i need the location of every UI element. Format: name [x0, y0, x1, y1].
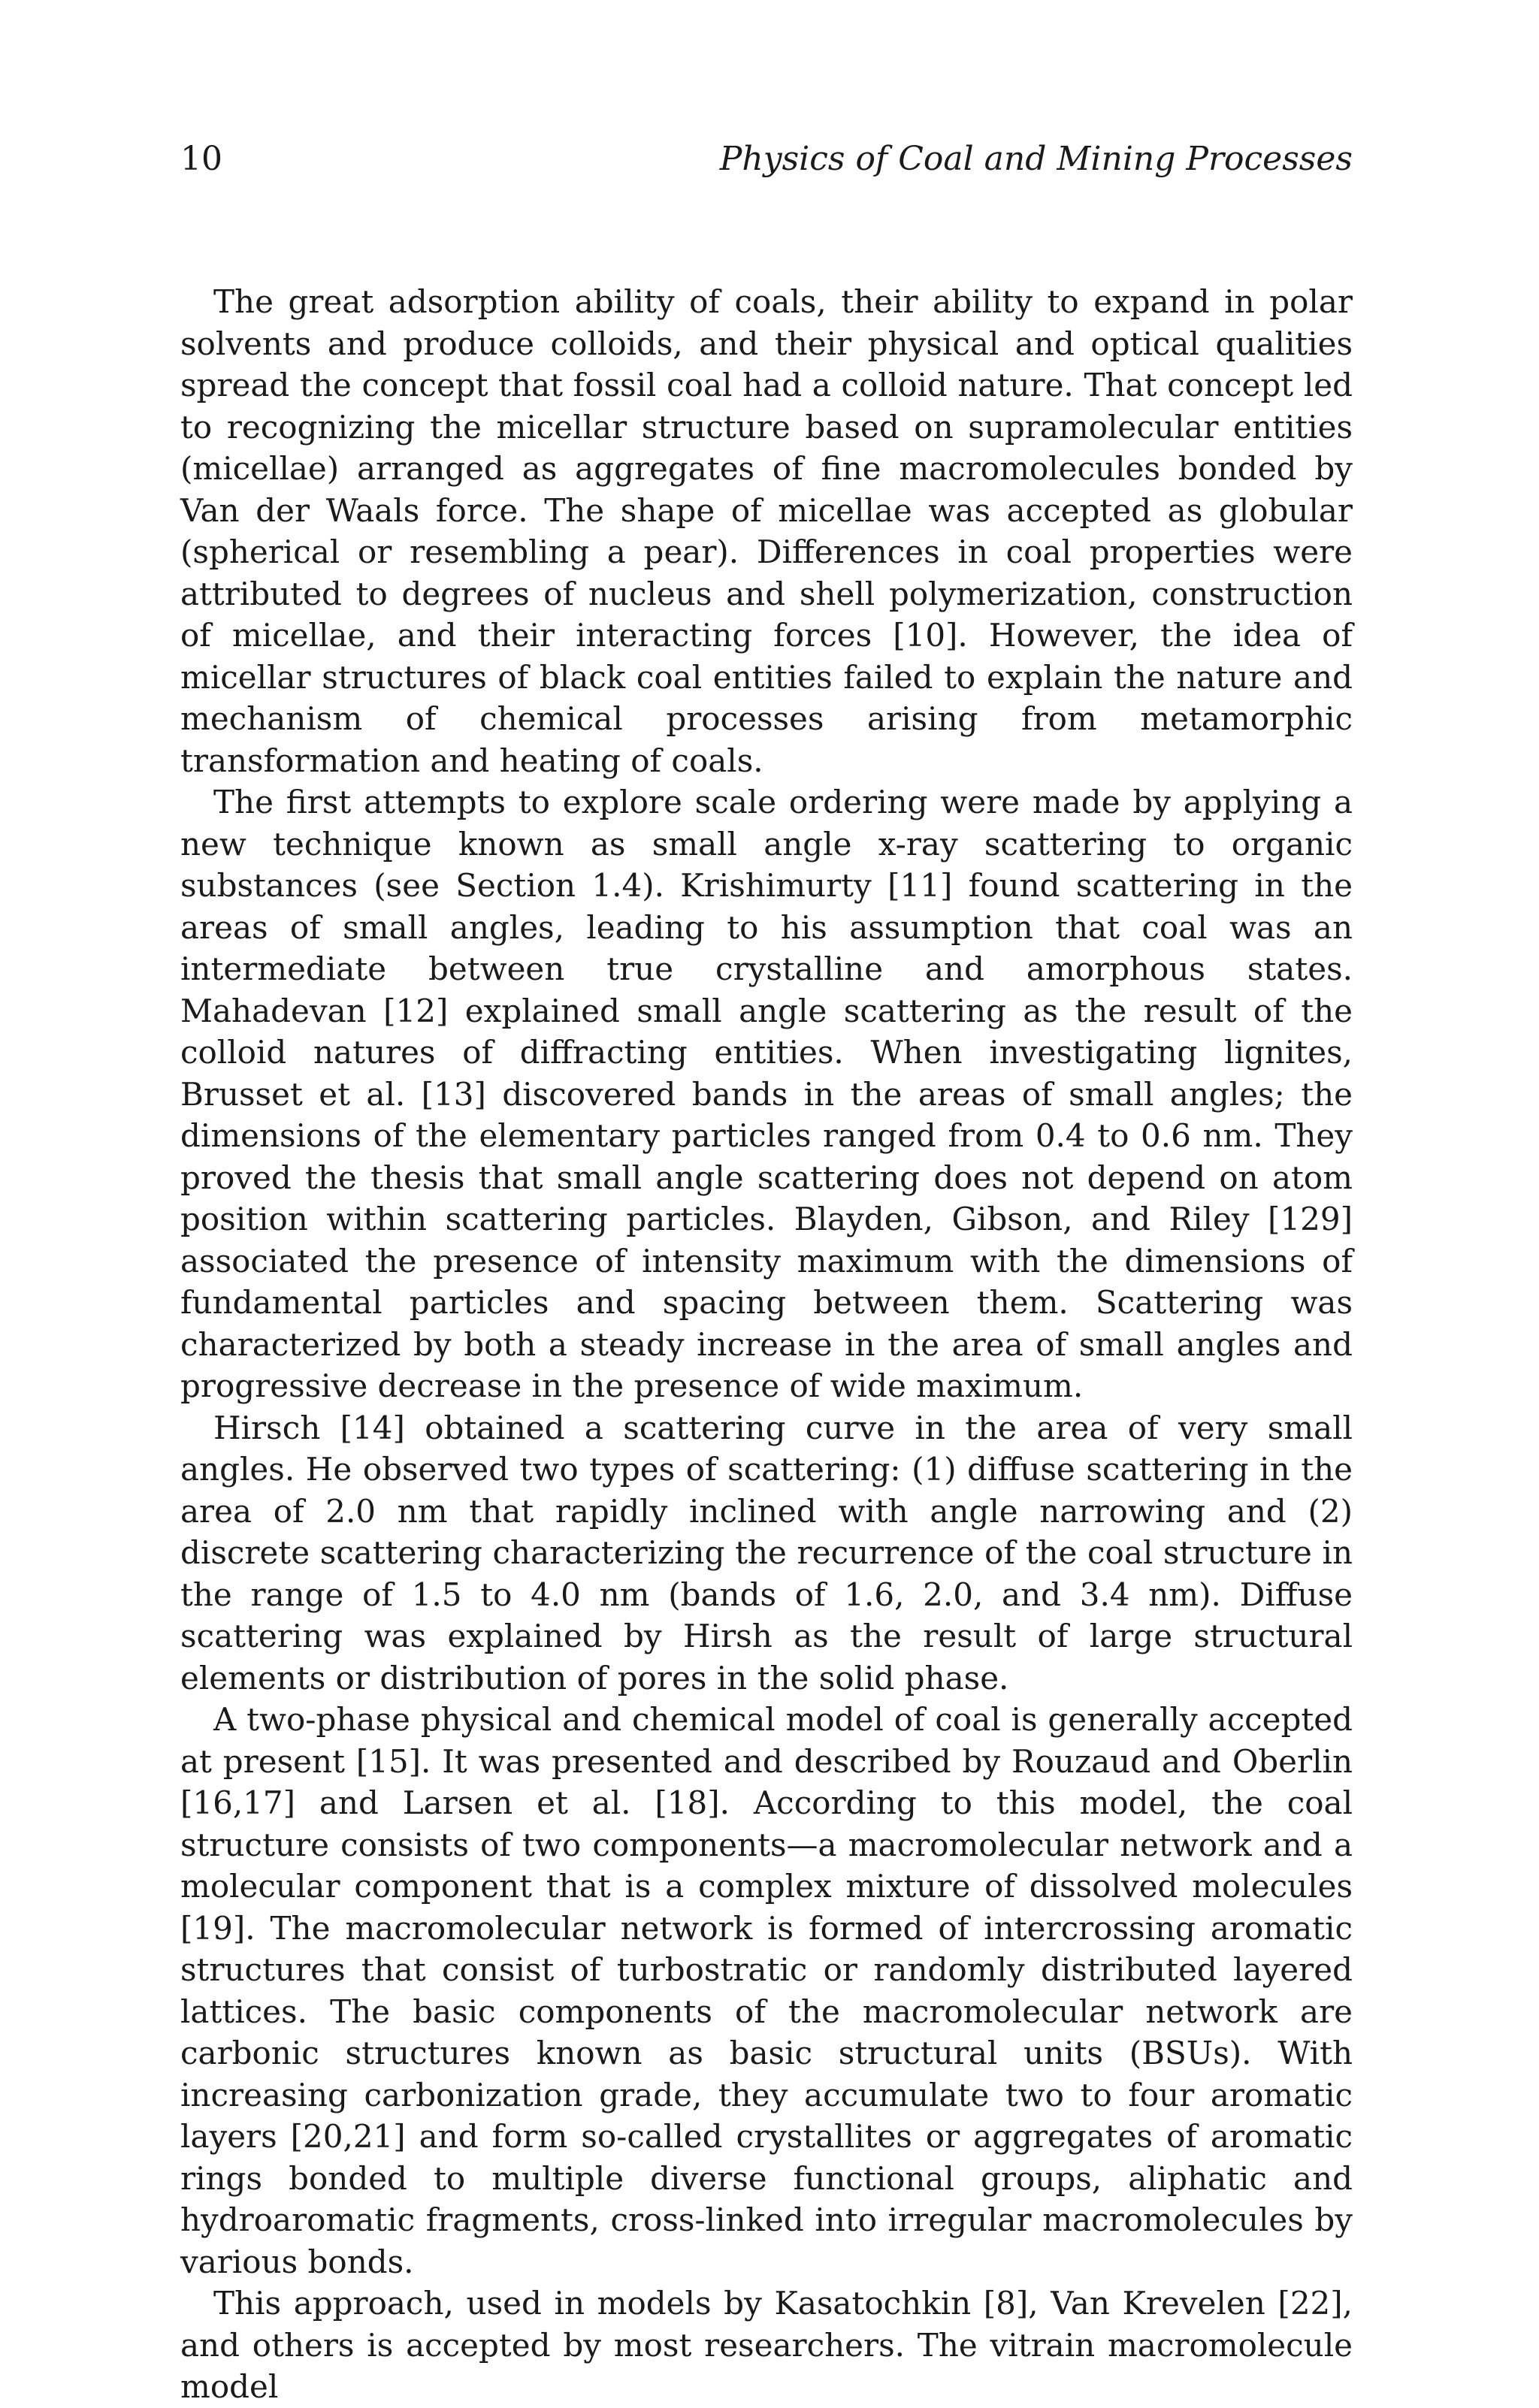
page-number: 10 [180, 140, 222, 178]
paragraph-hirsch-scattering: Hirsch [14] obtained a scattering curve in the area of very small angles. He observed two types of scattering: (1) diffuse scattering in the area of 2.0 nm that rapidly inclined with angle narrowing and (2) discrete scattering characterizing the recurrence of the coal structure in the range of 1.5 to 4.0 nm (bands of 1.6, 2.0, and 3.4 nm). Diffuse scattering was explained by Hirsh as the result of large structural elements or distribution of pores in the solid phase. [180, 1409, 1353, 1696]
body-text [180, 281, 1353, 2408]
running-header [180, 137, 1353, 182]
paragraph-colloid-concept: The great adsorption ability of coals, their ability to expand in polar solvents and produce colloids, and their physical and optical qualities spread the concept that fossil coal had a colloid nature. That concept led to recognizing the micellar structure based on supramolecular entities (micellae) arranged as aggregates of fine macromolecules bonded by Van der Waals force. The shape of micellae was accepted as globular (spherical or resembling a pear). Differences in coal properties were attributed to degrees of nucleus and shell polymerization, construction of micellae, and their interacting forces [10]. However, the idea of micellar structures of black coal entities failed to explain the nature and mechanism of chemical processes arising from metamorphic transformation and heating of coals. [180, 283, 1353, 779]
paragraph-small-angle-scattering: The first attempts to explore scale ordering were made by applying a new technique known as small angle x-ray scattering to organic substances (see Section 1.4). Krishimurty [11] found scattering in the areas of small angles, leading to his assumption that coal was an intermediate between true crystalline and amorphous states. Mahadevan [12] explained small angle scattering as the result of the colloid natures of diffracting entities. When investigating lignites, Brusset et al. [13] discovered bands in the areas of small angles; the dimensions of the elementary particles ranged from 0.4 to 0.6 nm. They proved the thesis that small angle scattering does not depend on atom position within scattering particles. Blayden, Gibson, and Riley [129] associated the presence of intensity maximum with the dimensions of fundamental particles and spacing between them. Scattering was characterized by both a steady increase in the area of small angles and progressive decrease in the presence of wide maximum. [180, 784, 1353, 1404]
book-title: Physics of Coal and Mining Processes [719, 140, 1353, 178]
paragraph-two-phase-model: A two-phase physical and chemical model of coal is generally accepted at present [15]. It was presented and described by Rouzaud and Oberlin [16,17] and Larsen et al. [18]. According to this model, the coal structure consists of two components—a macromolecular network and a molecular component that is a complex mixture of dissolved molecules [19]. The macromolecular network is formed of intercrossing aromatic structures that consist of turbostratic or randomly distributed layered lattices. The basic components of the macromolecular network are carbonic structures known as basic structural units (BSUs). With increasing carbonization grade, they accumulate two to four aromatic layers [20,21] and form so-called crystallites or aggregates of aromatic rings bonded to multiple diverse functional groups, aliphatic and hydroaromatic fragments, cross-linked into irregular macromolecules by various bonds. [180, 1701, 1353, 2280]
paragraph-kasatochkin-approach: This approach, used in models by Kasatochkin [8], Van Krevelen [22], and others is accepted by most researchers. The vitrain macromolecule model [180, 2285, 1353, 2405]
